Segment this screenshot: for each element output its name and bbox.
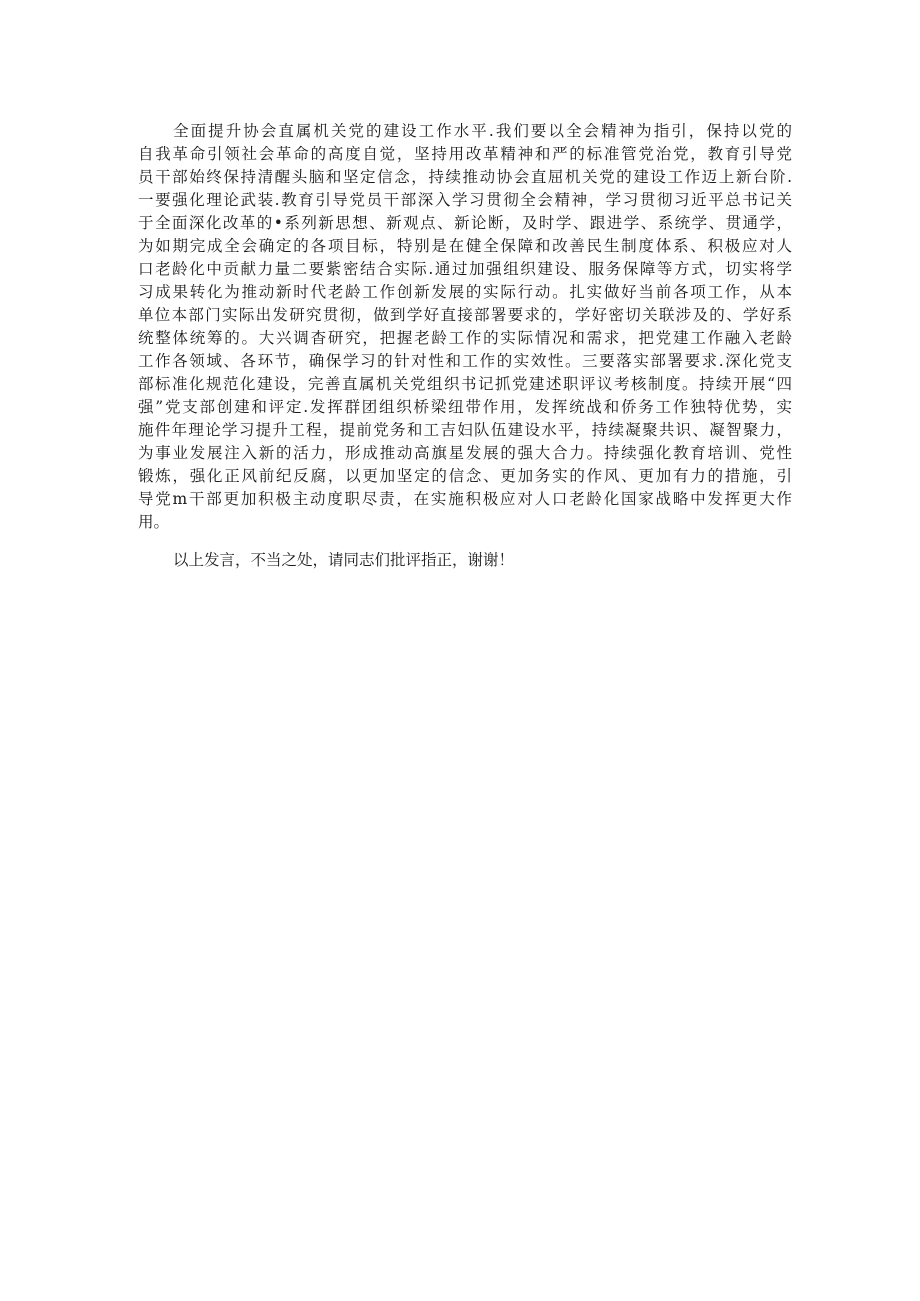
paragraph-line: 部标准化规范化建设，完善直属机关党组织书记抓党建述职评议考核制度。持续开展“四	[138, 375, 792, 393]
paragraph-line: 工作各领域、各环节，确保学习的针对性和工作的实效性。三要落实部署要求.深化党支	[138, 352, 792, 370]
paragraph-line: 一要强化理论武装.教育引导党员干部深入学习贯彻全会精神，学习贯彻习近平总书记关	[138, 191, 792, 209]
paragraph-line: 员干部始终保持清醒头脑和坚定信念，持续推动协会直屈机关党的建设工作迈上新台阶.	[138, 168, 792, 186]
paragraph-line: 导党m干部更加积极主动度职尽责，在实施积极应对人口老龄化国家战略中发挥更大作	[138, 490, 792, 508]
closing-remark: 以上发言，不当之处，请同志们批评指正，谢谢！	[173, 551, 515, 569]
body-paragraph	[138, 120, 792, 534]
paragraph-line: 施件年理论学习提升工程，提前党务和工吉妇队伍建设水平，持续凝聚共识、凝智聚力，	[138, 421, 792, 439]
paragraph-line: 统整体统筹的。大兴调杳研究，把握老龄工作的实际情况和需求，把党建工作融入老龄	[138, 329, 792, 347]
paragraph-line: 自我革命引领社会革命的高度自觉，坚持用改革精神和严的标准管党治党，教育引导党	[138, 145, 792, 163]
paragraph-line: 为如期完成全会确定的各项目标，特别是在健全保障和改善民生制度体系、积极应对人	[138, 237, 792, 255]
paragraph-line: 锻炼，强化正风前纪反腐，以更加坚定的信念、更加务实的作风、更加有力的措施，引	[138, 467, 792, 485]
paragraph-line: 强”党支部创建和评定.发挥群团组织桥梁纽带作用，发挥统战和侨务工作独特优势，实	[138, 398, 792, 416]
paragraph-line: 于全面深化改革的•系列新思想、新观点、新论断，及时学、跟进学、系统学、贯通学，	[138, 214, 792, 232]
paragraph-line: 口老龄化中贡献力量二要紫密结合实际.通过加强组织建设、服务保障等方式，切实将学	[138, 260, 792, 278]
paragraph-line: 单位本部门实际出发研究贯彻，做到学好直接部署要求的，学好密切关联涉及的、学好系	[138, 306, 792, 324]
paragraph-line: 用。	[138, 513, 170, 531]
paragraph-line: 为事业发展注入新的活力，形成推动高旗星发展的强大合力。持续强化教育培训、党性	[138, 444, 792, 462]
paragraph-line: 习成果转化为推动新时代老龄工作创新发展的实际行动。扎实做好当前各项工作，从本	[138, 283, 792, 301]
document-body	[138, 120, 792, 572]
paragraph-line: 全面提升协会直属机关党的建设工作水平.我们要以全会精神为指引，保持以党的	[138, 122, 792, 140]
